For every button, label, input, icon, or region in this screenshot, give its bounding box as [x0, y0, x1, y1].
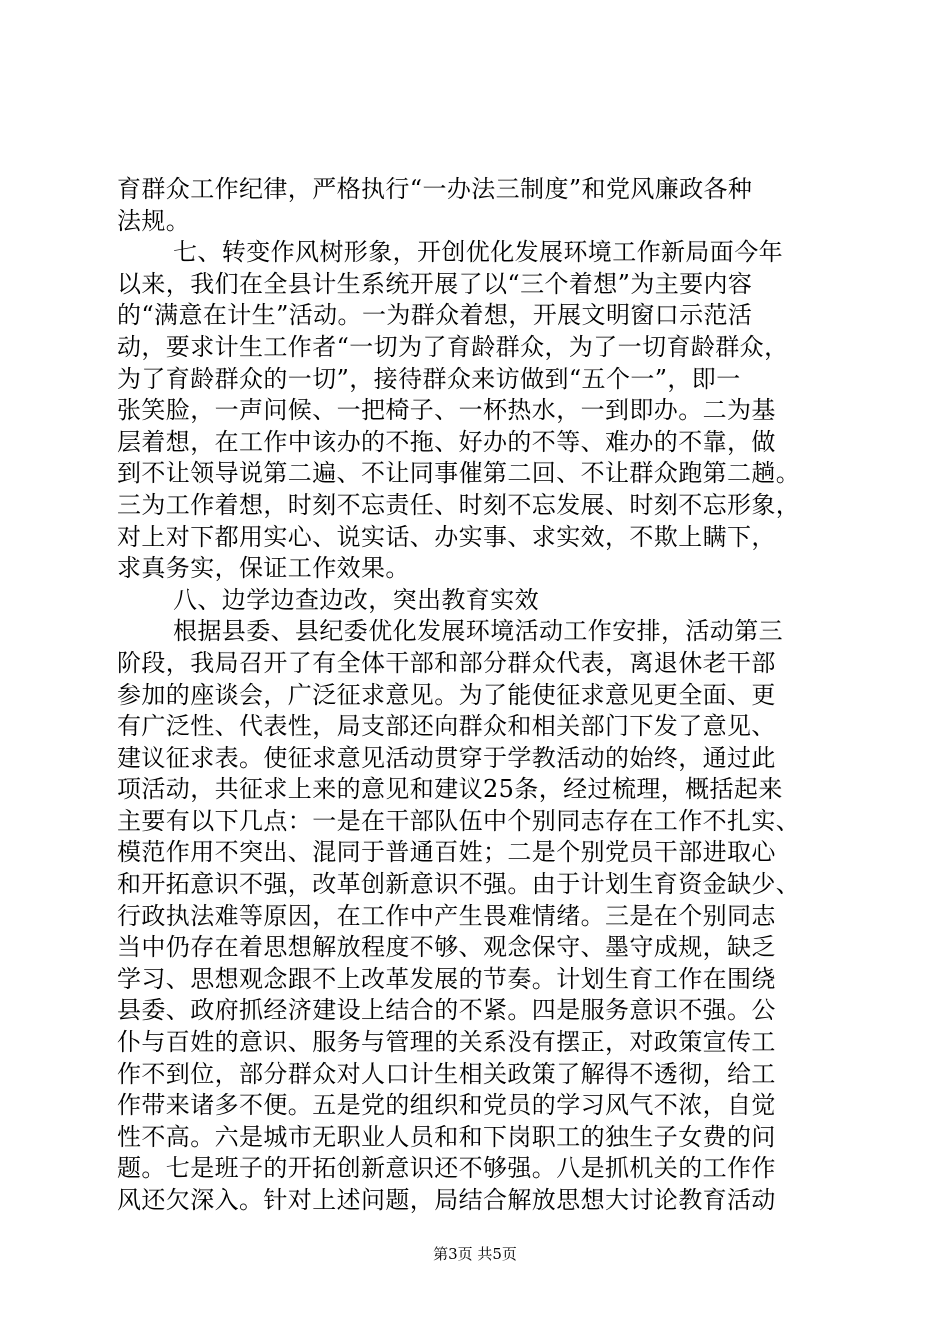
text-line: 作带来诸多不便。五是党的组织和党员的学习风气不浓，自觉 [117, 1091, 776, 1120]
text-line: 和开拓意识不强，改革创新意识不强。由于计划生育资金缺少、 [117, 870, 801, 899]
section-heading-7: 七、转变作风树形象，开创优化发展环境工作新局面今年 [173, 238, 783, 267]
text-line: 仆与百姓的意识、服务与管理的关系没有摆正，对政策宣传工 [117, 1028, 776, 1057]
text-line: 学习、思想观念跟不上改革发展的节奏。计划生育工作在围绕 [117, 964, 776, 993]
text-line: 以来，我们在全县计生系统开展了以“三个着想”为主要内容 [117, 269, 753, 298]
text-line: 性不高。六是城市无职业人员和和下岗职工的独生子女费的问 [117, 1122, 776, 1151]
text-line: 动，要求计生工作者“一切为了育龄群众，为了一切育龄群众， [117, 332, 789, 361]
paragraph-start: 根据县委、县纪委优化发展环境活动工作安排，活动第三 [173, 617, 783, 646]
text-line: 育群众工作纪律，严格执行“一办法三制度”和党风廉政各种 [117, 175, 753, 203]
text-line: 作不到位，部分群众对人口计生相关政策了解得不透彻，给工 [117, 1059, 776, 1088]
text-line: 主要有以下几点：一是在干部队伍中个别同志存在工作不扎实、 [117, 806, 801, 835]
text-line: 的“满意在计生”活动。一为群众着想，开展文明窗口示范活 [117, 301, 753, 330]
text-line: 到不让领导说第二遍、不让同事催第二回、不让群众跑第二趟。 [117, 459, 801, 488]
text-line: 阶段，我局召开了有全体干部和部分群众代表，离退休老干部 [117, 648, 776, 677]
text-line: 建议征求表。使征求意见活动贯穿于学教活动的始终，通过此 [117, 743, 776, 772]
text-line: 层着想，在工作中该办的不拖、好办的不等、难办的不靠，做 [117, 427, 776, 456]
text-line: 为了育龄群众的一切”，接待群众来访做到“五个一”，即一 [117, 364, 741, 393]
section-heading-8: 八、边学边查边改，突出教育实效 [173, 585, 539, 614]
page-number-footer: 第3页 共5页 [433, 1245, 517, 1263]
text-line: 三为工作着想，时刻不忘责任、时刻不忘发展、时刻不忘形象， [117, 490, 801, 519]
text-line: 张笑脸，一声问候、一把椅子、一杯热水，一到即办。二为基 [117, 396, 776, 425]
text-line: 当中仍存在着思想解放程度不够、观念保守、墨守成规，缺乏 [117, 933, 776, 962]
text-line: 对上对下都用实心、说实话、办实事、求实效，不欺上瞒下， [117, 522, 776, 551]
text-line: 参加的座谈会，广泛征求意见。为了能使征求意见更全面、更 [117, 680, 776, 709]
document-body [117, 174, 835, 1217]
text-line: 行政执法难等原因，在工作中产生畏难情绪。三是在个别同志 [117, 901, 776, 930]
text-line: 题。七是班子的开拓创新意识还不够强。八是抓机关的工作作 [117, 1154, 776, 1183]
text-line: 求真务实，保证工作效果。 [117, 554, 410, 583]
text-line: 风还欠深入。针对上述问题，局结合解放思想大讨论教育活动 [117, 1186, 776, 1214]
text-line: 法规。 [117, 206, 191, 235]
text-line: 县委、政府抓经济建设上结合的不紧。四是服务意识不强。公 [117, 996, 776, 1025]
text-line: 有广泛性、代表性，局支部还向群众和相关部门下发了意见、 [117, 712, 776, 741]
text-line: 模范作用不突出、混同于普通百姓；二是个别党员干部进取心 [117, 838, 776, 867]
text-line: 项活动，共征求上来的意见和建议25条，经过梳理，概括起来 [117, 775, 783, 804]
